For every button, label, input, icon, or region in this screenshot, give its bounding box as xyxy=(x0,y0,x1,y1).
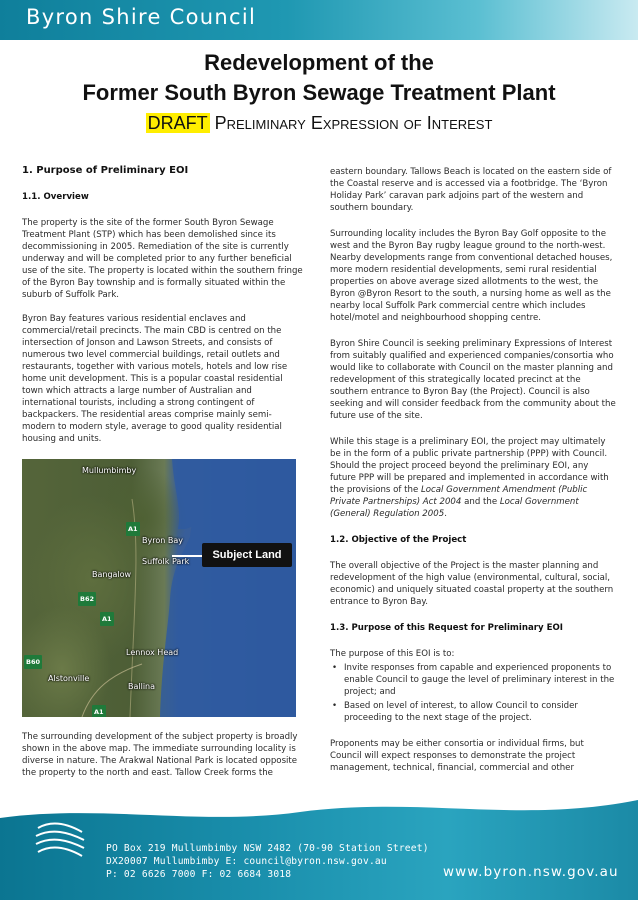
overview-paragraph-1: The property is the site of the former South Byron Sewage Treatment Plant (STP) which has been demolished since its decommissioning in 2005. Remediation of the site is currently underway and will be completed prior to any further beneficial use of the site. The property is located within the southern fringe of the Byron Bay township and is formally situated within the suburb of Suffolk Park. xyxy=(22,218,303,300)
address-line-3: P: 02 6626 7000 F: 02 6684 3018 xyxy=(106,869,292,880)
road-badge-a1-mid: A1 xyxy=(100,612,114,626)
ppp-text-b: and the xyxy=(461,497,500,507)
title-line-2: Former South Byron Sewage Treatment Plant xyxy=(82,80,556,105)
map-label-ballina: Ballina xyxy=(128,682,156,691)
act-title-1: Local Government Amendment (Public Private Partnerships) Act 2004 xyxy=(330,485,588,507)
draft-label: DRAFT xyxy=(147,113,208,133)
surrounding-paragraph: The surrounding development of the subject property is broadly shown in the above map. The immediate surrounding locality is diverse in nature. The Arakwal National Park is located opposite the property to the north and east. Tallow Creek forms the xyxy=(22,732,298,778)
purpose-bullet-2: • Based on level of interest, to allow Council to consider proceeding to the next stage of the project. xyxy=(330,700,616,724)
council-name: Byron Shire Council xyxy=(26,5,257,29)
title-line-1: Redevelopment of the xyxy=(204,50,434,75)
right-paragraph-2: Surrounding locality includes the Byron Bay Golf opposite to the west and the Byron Bay rugby league ground to the north-west. Nearby developments range from conventional detached houses, more modern residential developments, semi rural residential properties on above average sized allotments to the west, the Byron @Byron Resort to the south, a nursing home as well as the nearby local Suffolk Park commercial centre which includes hotel/motel and neighbourhood shopping centre. xyxy=(330,229,613,323)
left-column xyxy=(22,165,304,791)
location-map xyxy=(22,459,296,717)
footer-address xyxy=(106,842,429,881)
map-label-lennox-head: Lennox Head xyxy=(126,648,179,657)
section-1-heading: 1. Purpose of Preliminary EOI xyxy=(22,165,189,176)
footer-website: www.byron.nsw.gov.au xyxy=(443,864,619,880)
subtitle xyxy=(0,111,638,135)
callout-pointer xyxy=(172,555,202,557)
address-line-2: DX20007 Mullumbimby E: council@byron.nsw.gov.au xyxy=(106,856,387,867)
footer-banner xyxy=(0,798,638,900)
objective-heading: 1.2. Objective of the Project xyxy=(330,535,467,545)
right-paragraph-4 xyxy=(330,436,616,520)
purpose-intro: The purpose of this EOI is to: xyxy=(330,649,455,659)
map-label-alstonville: Alstonville xyxy=(48,674,90,683)
purpose-bullet-1: • Invite responses from capable and experienced proponents to enable Council to gauge the level of preliminary interest in the project; and xyxy=(330,662,616,698)
road-badge-a1-north: A1 xyxy=(126,522,140,536)
map-label-byron-bay: Byron Bay xyxy=(142,536,183,545)
right-paragraph-3: Byron Shire Council is seeking preliminary Expressions of Interest from suitably qualified and experienced companies/consortia who would like to collaborate with Council on the master planning and redevelopment of this strategically located precinct at the southern entrance to Byron Bay (the Project). Council is also seeking and will consider feedback from the community about the future use of the site. xyxy=(330,339,616,421)
act-title-2: Local Government (General) Regulation 2005 xyxy=(330,497,579,519)
map-label-bangalow: Bangalow xyxy=(92,570,132,579)
overview-heading: 1.1. Overview xyxy=(22,192,89,202)
subject-land-callout: Subject Land xyxy=(202,543,292,567)
council-logo xyxy=(30,806,90,886)
footer-wave-graphic xyxy=(0,798,638,834)
address-line-1: PO Box 219 Mullumbimby NSW 2482 (70-90 Station Street) xyxy=(106,843,429,854)
purpose-bullet-list xyxy=(330,662,616,724)
ppp-text-a: While this stage is a preliminary EOI, the project may ultimately be in the form of a public private partnership (PPP) with Council. Should the project proceed beyond the preliminary EOI, any future PPP will be prepared and implemented in accordance with the provisions of the xyxy=(330,437,609,495)
road-badge-b60: B60 xyxy=(24,655,42,669)
map-label-suffolk-park: Suffolk Park xyxy=(142,557,190,566)
map-label-mullumbimby: Mullumbimby xyxy=(82,466,137,475)
road-badge-b62: B62 xyxy=(78,592,96,606)
header-banner xyxy=(0,0,638,40)
title-block xyxy=(0,48,638,135)
road-badge-a1-south: A1 xyxy=(92,705,106,717)
purpose-heading: 1.3. Purpose of this Request for Preliminary EOI xyxy=(330,623,563,633)
ppp-text-c: . xyxy=(444,509,447,519)
overview-paragraph-2: Byron Bay features various residential enclaves and commercial/retail precincts. The main CBD is centred on the intersection of Jonson and Lawson Streets, and consists of numerous two level commercial buildings, retail outlets and restaurants, together with various motels, hotels and low rise home unit development. This is a popular coastal residential town which attracts a large number of Australian and international tourists, including a strong contingent of backpackers. The residential areas comprise mainly semi-modern to modern style, average to good quality residential housing and units. xyxy=(22,314,288,444)
proponents-paragraph: Proponents may be either consortia or individual firms, but Council will expect responses to demonstrate the project management, technical, financial, commercial and other xyxy=(330,739,584,773)
right-paragraph-1: eastern boundary. Tallows Beach is located on the eastern side of the Coastal reserve and is accessed via a footbridge. The ‘Byron Holiday Park’ caravan park adjoins part of the western and southern boundary. xyxy=(330,167,612,213)
subtitle-text: Preliminary Expression of Interest xyxy=(214,113,493,133)
objective-paragraph: The overall objective of the Project is the master planning and redevelopment of the high value (environmental, cultural, social, economic) and uniquely situated coastal property at the southern entrance to Byron Bay. xyxy=(330,561,614,607)
right-column xyxy=(330,166,616,788)
